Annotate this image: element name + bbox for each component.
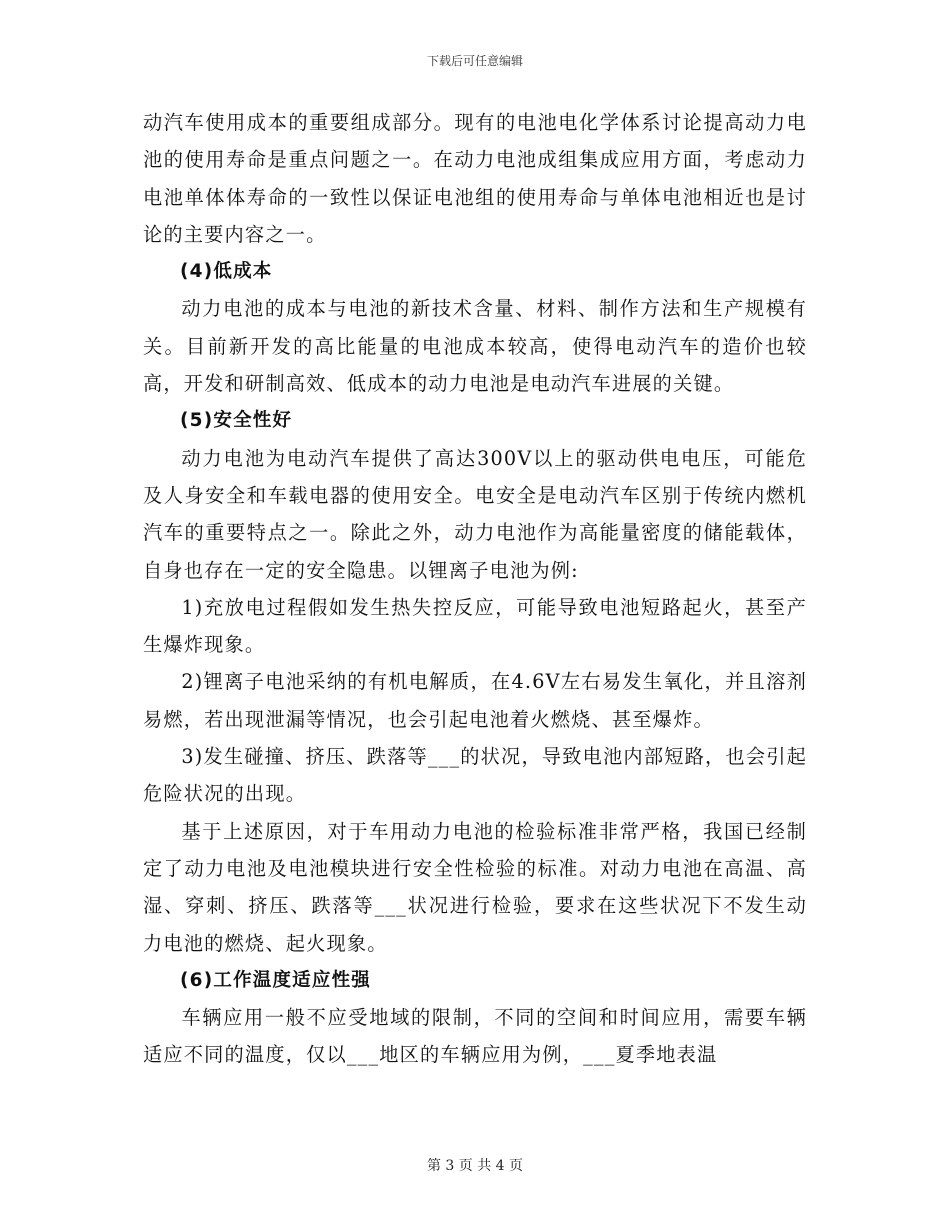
- list-item-1: 1)充放电过程假如发生热失控反应，可能导致电池短路起火，甚至产生爆炸现象。: [143, 595, 807, 657]
- list-item-3: 3)发生碰撞、挤压、跌落等___的状况，导致电池内部短路，也会引起危险状况的出现。: [143, 745, 807, 806]
- paragraph-continued: 动汽车使用成本的重要组成部分。现有的电池电化学体系讨论提高动力电池的使用寿命是重点问题之一。在动力电池成组集成应用方面，考虑动力电池单体体寿命的一致性以保证电池组的使用寿命与单体电池相近也是讨论的主要内容之一。: [143, 111, 807, 246]
- paragraph-temperature: 车辆应用一般不应受地域的限制，不同的空间和时间应用，需要车辆适应不同的温度，仅以___地区的车辆应用为例，___夏季地表温: [143, 1006, 807, 1067]
- heading-safety: (5)安全性好: [180, 410, 293, 432]
- paragraph-safety: 动力电池为电动汽车提供了高达300V以上的驱动供电电压，可能危及人身安全和车载电器的使用安全。电安全是电动汽车区别于传统内燃机汽车的重要特点之一。除此之外，动力电池作为高能量密度的储能载体，自身也存在一定的安全隐患。以锂离子电池为例:: [143, 446, 807, 582]
- document-body: [143, 104, 807, 1074]
- list-item-2: 2)锂离子电池采纳的有机电解质，在4.6V左右易发生氧化，并且溶剂易燃，若出现泄漏等情况，也会引起电池着火燃烧、甚至爆炸。: [143, 670, 807, 731]
- page-number: 第 3 页 共 4 页: [426, 1158, 524, 1174]
- paragraph-safety-standard: 基于上述原因，对于车用动力电池的检验标准非常严格，我国已经制定了动力电池及电池模块进行安全性检验的标准。对动力电池在高温、高湿、穿刺、挤压、跌落等___状况进行检验，要求在这些状况下不发生动力电池的燃烧、起火现象。: [143, 819, 807, 955]
- header-note: 下载后可任意编辑: [426, 54, 523, 68]
- paragraph-low-cost: 动力电池的成本与电池的新技术含量、材料、制作方法和生产规模有关。目前新开发的高比能量的电池成本较高，使得电动汽车的造价也较高，开发和研制高效、低成本的动力电池是电动汽车进展的关键。: [143, 297, 807, 396]
- heading-temperature: (6)工作温度适应性强: [180, 969, 371, 991]
- heading-low-cost: (4)低成本: [180, 261, 273, 283]
